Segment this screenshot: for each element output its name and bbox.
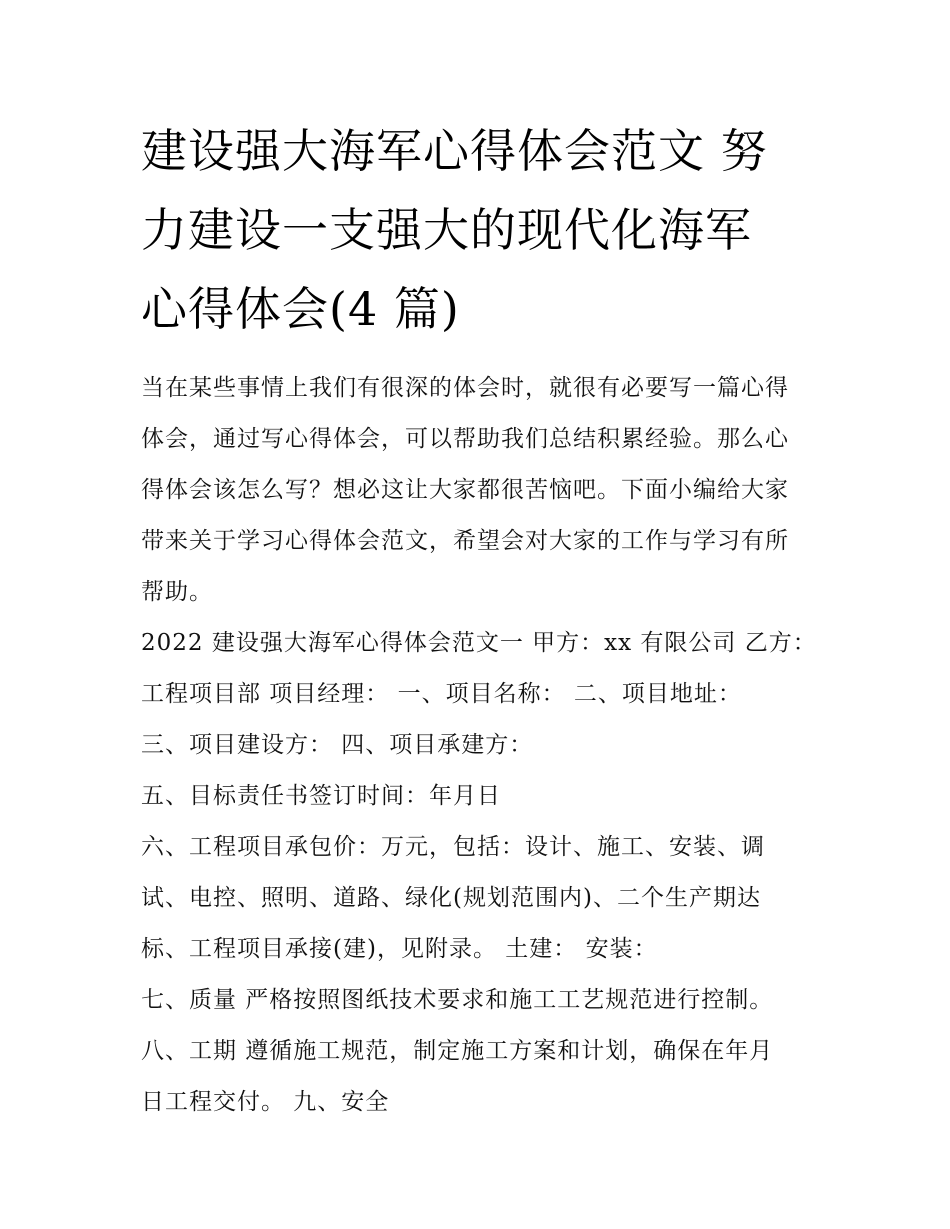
text-line: 三、项目建设方： 四、项目承建方： <box>141 732 534 758</box>
text-line: 带来关于学习心得体会范文，希望会对大家的工作与学习有所 <box>141 528 789 554</box>
text-line: 2022 建设强大海军心得体会范文一 甲方：xx 有限公司 乙方： <box>141 630 817 656</box>
title-line: 力建设一支强大的现代化海军 <box>141 203 752 257</box>
text-line: 八、工期 遵循施工规范，制定施工方案和计划，确保在年月 <box>141 1038 774 1064</box>
text-line: 日工程交付。 九、安全 <box>141 1089 390 1115</box>
text-line: 得体会该怎么写？想必这让大家都很苦恼吧。下面小编给大家 <box>141 477 789 503</box>
text-line: 试、电控、照明、道路、绿化(规划范围内)、二个生产期达 <box>141 885 761 911</box>
document-title <box>141 112 813 349</box>
text-line: 工程项目部 项目经理： 一、项目名称： 二、项目地址： <box>141 681 742 707</box>
body-text <box>141 618 817 1128</box>
text-line: 当在某些事情上我们有很深的体会时，就很有必要写一篇心得 <box>141 375 789 401</box>
document-page <box>141 112 817 1128</box>
text-line: 标、工程项目承接(建)，见附录。 土建： 安装： <box>141 936 658 962</box>
text-line: 七、质量 严格按照图纸技术要求和施工工艺规范进行控制。 <box>141 987 774 1013</box>
title-line: 心得体会(4 篇) <box>141 282 460 336</box>
title-line: 建设强大海军心得体会范文 努 <box>141 124 768 178</box>
intro-paragraph <box>141 363 813 618</box>
text-line: 帮助。 <box>141 579 213 605</box>
text-line: 五、目标责任书签订时间：年月日 <box>141 783 501 809</box>
text-line: 体会，通过写心得体会，可以帮助我们总结积累经验。那么心 <box>141 426 789 452</box>
text-line: 六、工程项目承包价：万元，包括：设计、施工、安装、调 <box>141 834 765 860</box>
